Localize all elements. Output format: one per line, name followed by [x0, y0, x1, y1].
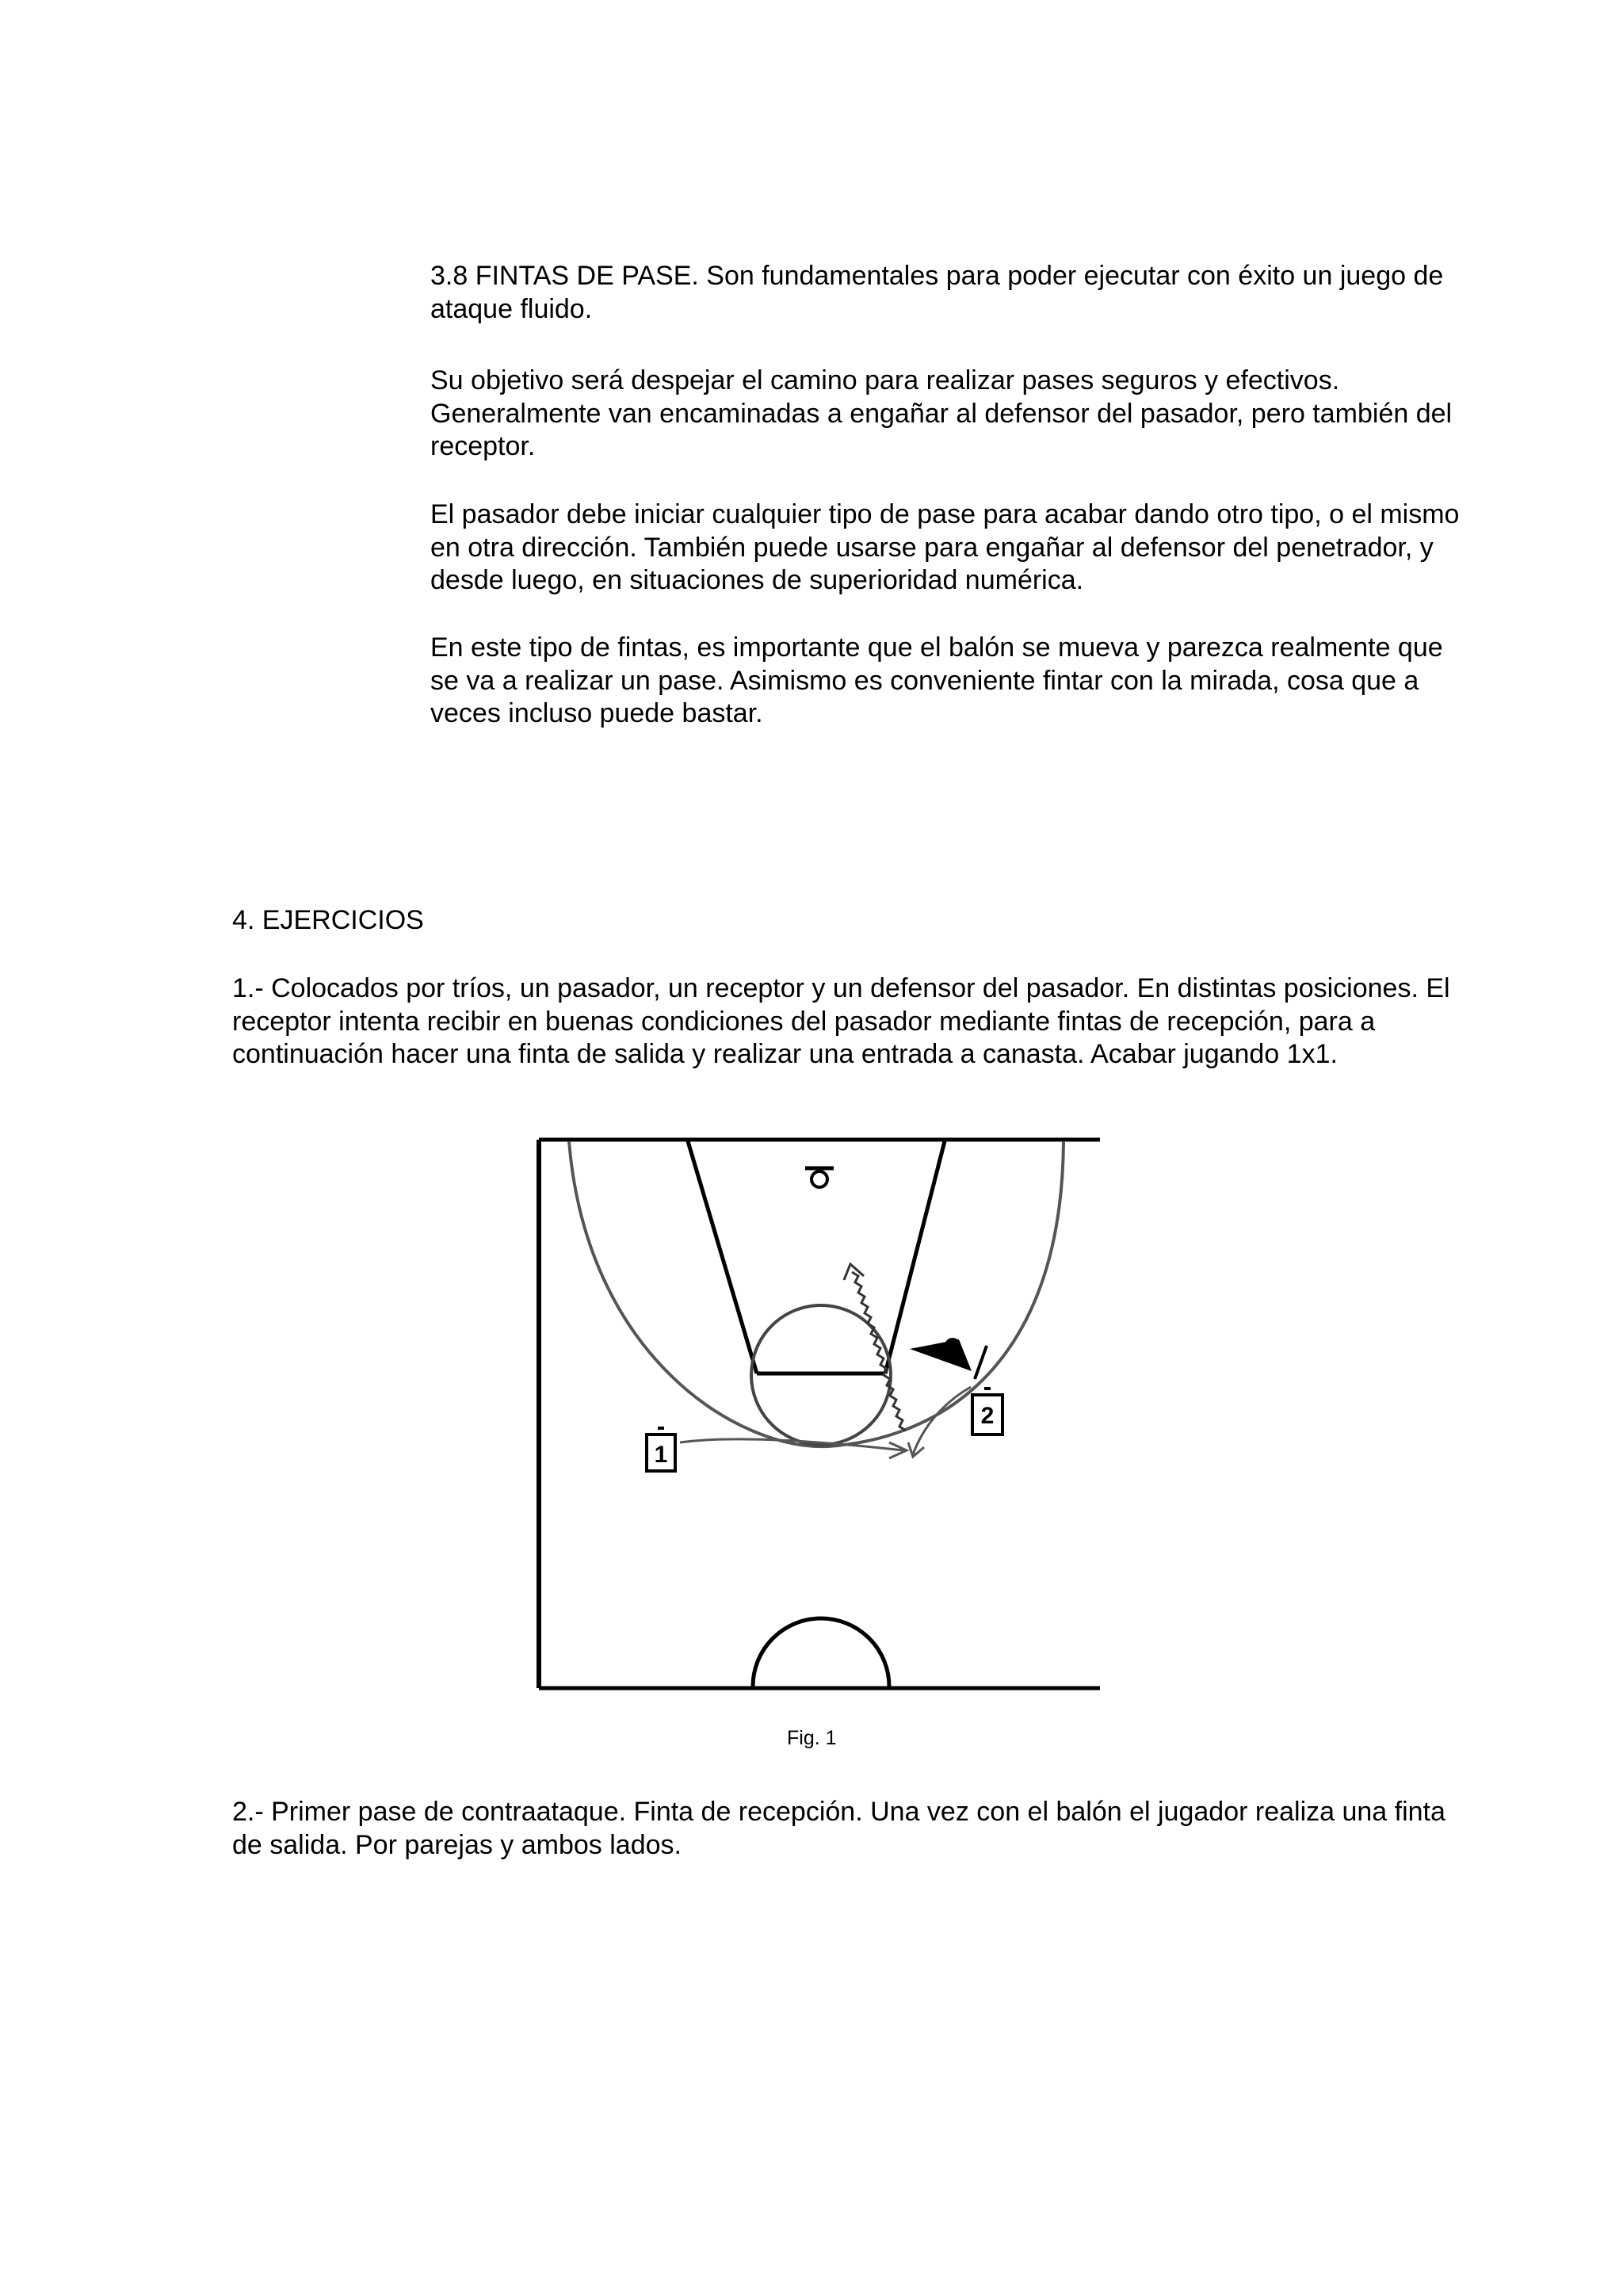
basket-hoop: [812, 1171, 827, 1187]
player-2-marker: [972, 1389, 1002, 1435]
figure-caption: Fig. 1: [787, 1727, 837, 1749]
court-diagram: [531, 1133, 1102, 1696]
svg-text:1: 1: [654, 1442, 668, 1468]
paragraph-objetivo: Su objetivo será despejar el camino para realizar pases seguros y efectivos. Generalmente van encaminadas a engañar al defensor del pasador, pero también del receptor.: [430, 365, 1453, 461]
paragraph-pasador: El pasador debe iniciar cualquier tipo de pase para acabar dando otro tipo, o el mismo en otra dirección. También puede usarse para engañar al defensor del penetrador, y desde luego, en situaciones de superioridad numérica.: [430, 499, 1460, 595]
exercise-1-text: 1.- Colocados por tríos, un pasador, un receptor y un defensor del pasador. En distintas posiciones. El receptor intenta recibir en buenas condiciones del pasador mediante fintas de recepción, para a continuación hacer una finta de salida y realizar una entrada a canasta. Acabar jugando 1x1.: [232, 973, 1450, 1069]
free-throw-lane: [688, 1141, 945, 1373]
section-heading-ejercicios: 4. EJERCICIOS: [232, 905, 424, 935]
defender-arm: [975, 1346, 987, 1379]
paragraph-tipo-fintas: En este tipo de fintas, es importante que el balón se mueva y parezca realmente que se va a realizar un pase. Asimismo es conveniente fintar con la mirada, cosa que a veces incluso puede bastar.: [430, 632, 1443, 728]
paragraph-fintas-de-pase: 3.8 FINTAS DE PASE. Son fundamentales para poder ejecutar con éxito un juego de ataque fluido.: [430, 261, 1444, 324]
defender-marker: [910, 1339, 972, 1371]
defender-head: [945, 1338, 960, 1354]
exercise-2-text: 2.- Primer pase de contraataque. Finta de recepción. Una vez con el balón el jugador realiza una finta de salida. Por parejas y ambos lados.: [232, 1797, 1445, 1860]
dribble-zigzag-path: [852, 1272, 906, 1431]
svg-text:2: 2: [980, 1403, 995, 1429]
player-1-marker: [647, 1428, 675, 1471]
center-semicircle: [753, 1618, 889, 1687]
